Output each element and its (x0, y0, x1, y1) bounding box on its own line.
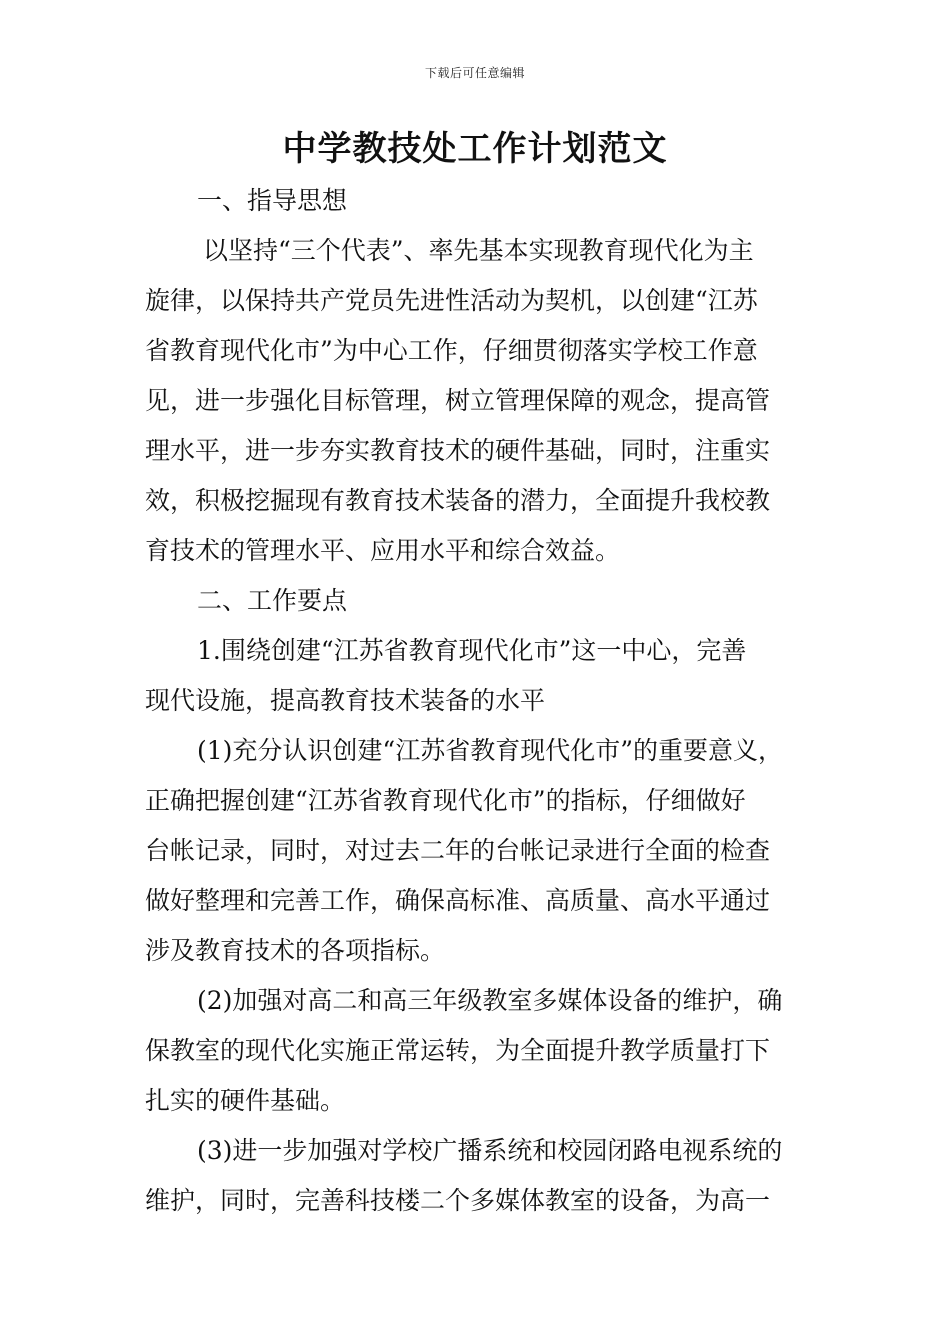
paragraph-line: 效，积极挖掘现有教育技术装备的潜力，全面提升我校教 (145, 486, 771, 515)
paragraph-line: 扎实的硬件基础。 (145, 1086, 346, 1115)
paragraph-line: 做好整理和完善工作，确保高标准、高质量、高水平通过 (145, 886, 771, 915)
paragraph-line: (2)加强对高二和高三年级教室多媒体设备的维护，确 (197, 986, 783, 1015)
paragraph-line: 保教室的现代化实施正常运转，为全面提升教学质量打下 (145, 1036, 771, 1065)
paragraph-line: 1.围绕创建“江苏省教育现代化市”这一中心，完善 (197, 636, 747, 665)
header-note: 下载后可任意编辑 (424, 66, 525, 80)
paragraph-line: (3)进一步加强对学校广播系统和校园闭路电视系统的 (197, 1136, 783, 1165)
paragraph-line: 理水平，进一步夯实教育技术的硬件基础，同时，注重实 (145, 436, 771, 465)
section-heading-guiding-ideology: 一、指导思想 (197, 186, 348, 215)
paragraph-line: 育技术的管理水平、应用水平和综合效益。 (145, 536, 621, 565)
paragraph-line: 以坚持“三个代表”、率先基本实现教育现代化为主 (203, 236, 754, 265)
paragraph-line: 现代设施，提高教育技术装备的水平 (145, 686, 546, 715)
paragraph-line: 维护，同时，完善科技楼二个多媒体教室的设备，为高一 (145, 1186, 771, 1215)
document-title: 中学教技处工作计划范文 (282, 129, 668, 169)
paragraph-line: 见，进一步强化目标管理，树立管理保障的观念，提高管 (145, 386, 771, 415)
section-heading-work-points: 二、工作要点 (197, 586, 348, 615)
paragraph-line: (1)充分认识创建“江苏省教育现代化市”的重要意义， (197, 736, 783, 765)
paragraph-line: 旋律，以保持共产党员先进性活动为契机，以创建“江苏 (145, 286, 758, 315)
paragraph-line: 涉及教育技术的各项指标。 (145, 936, 446, 965)
paragraph-line: 台帐记录，同时，对过去二年的台帐记录进行全面的检查 (145, 836, 771, 865)
document-body (145, 176, 821, 1226)
paragraph-line: 省教育现代化市”为中心工作，仔细贯彻落实学校工作意 (145, 336, 758, 365)
paragraph-line: 正确把握创建“江苏省教育现代化市”的指标，仔细做好 (145, 786, 746, 815)
